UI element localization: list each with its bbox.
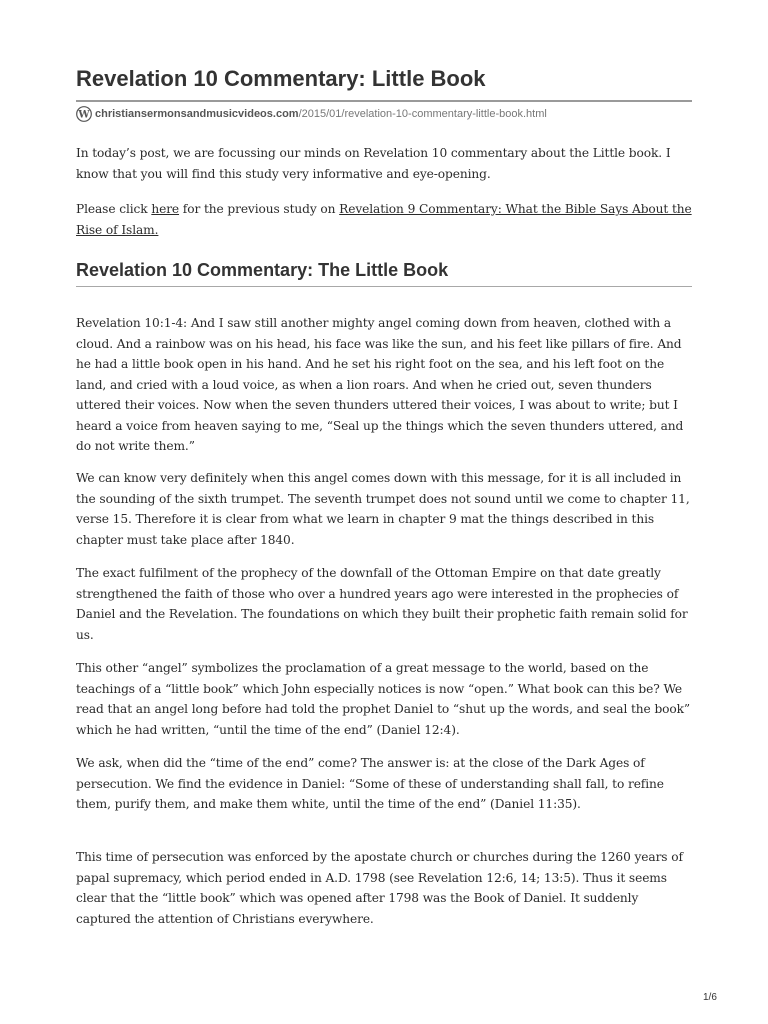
intro-text-middle: for the previous study on [179, 202, 340, 216]
wordpress-icon [76, 106, 92, 122]
intro-paragraph-1: In today’s post, we are focussing our minds on Revelation 10 commentary about the Little book. I know that you will find this study very informative and eye-opening. [76, 146, 671, 181]
body-paragraph: The exact fulfilment of the prophecy of the downfall of the Ottoman Empire on that date greatly strengthened the faith of those who over a hundred years ago were interested in the prophecies of Daniel and the Revelation. The foundations on which they built their prophetic faith remain solid for us. [76, 566, 688, 642]
body-paragraph: We ask, when did the “time of the end” come? The answer is: at the close of the Dark Ages of persecution. We find the evidence in Daniel: “Some of these of understanding shall fall, to refine them, purify them, and make them white, until the time of the end” (Daniel 11:35). [76, 756, 664, 811]
body-paragraph: Revelation 10:1-4: And I saw still another mighty angel coming down from heaven, clothed with a cloud. And a rainbow was on his head, his face was like the sun, and his feet like pillars of fire. And he had a little book open in his hand. And he set his right foot on the sea, and his left foot on the land, and cried with a loud voice, as when a lion roars. And when he cried out, seven thunders uttered their voices. Now when the seven thunders uttered their voices, I was about to write; but I heard a voice from heaven saying to me, “Seal up the things which the seven thunders uttered, and do not write them.” [76, 316, 684, 453]
title-divider [76, 100, 692, 102]
source-path[interactable]: /2015/01/revelation-10-commentary-little-book.html [298, 108, 547, 120]
intro-paragraph-2 [76, 199, 692, 240]
intro-text: Please click [76, 202, 152, 216]
source-url[interactable] [76, 105, 547, 123]
here-link[interactable]: here [151, 202, 180, 216]
source-domain[interactable]: christiansermonsandmusicvideos.com [95, 108, 299, 120]
section-divider [76, 286, 692, 287]
page-title: Revelation 10 Commentary: Little Book [76, 66, 486, 91]
previous-study-link[interactable]: Revelation 9 Commentary: What the Bible Says About the Rise of Islam. [76, 202, 692, 237]
section-heading: Revelation 10 Commentary: The Little Book [76, 260, 449, 280]
body-paragraph: We can know very definitely when this angel comes down with this message, for it is all included in the sounding of the sixth trumpet. The seventh trumpet does not sound until we come to chapter 11, verse 15. Therefore it is clear from what we learn in chapter 9 mat the things described in this chapter must take place after 1840. [76, 471, 690, 547]
svg-text:W: W [78, 109, 90, 121]
body-paragraph: This other “angel” symbolizes the proclamation of a great message to the world, based on the teachings of a “little book” which John especially notices is now “open.” What book can this be? We read that an angel long before had told the prophet Daniel to “shut up the words, and seal the book” which he had written, “until the time of the end” (Daniel 12:4). [76, 661, 691, 737]
page-number: 1/6 [703, 992, 717, 1003]
body-paragraph: This time of persecution was enforced by the apostate church or churches during the 1260 years of papal supremacy, which period ended in A.D. 1798 (see Revelation 12:6, 14; 13:5). Thus it seems clear that the “little book” which was opened after 1798 was the Book of Daniel. It suddenly captured the attention of Christians everywhere. [76, 850, 683, 926]
